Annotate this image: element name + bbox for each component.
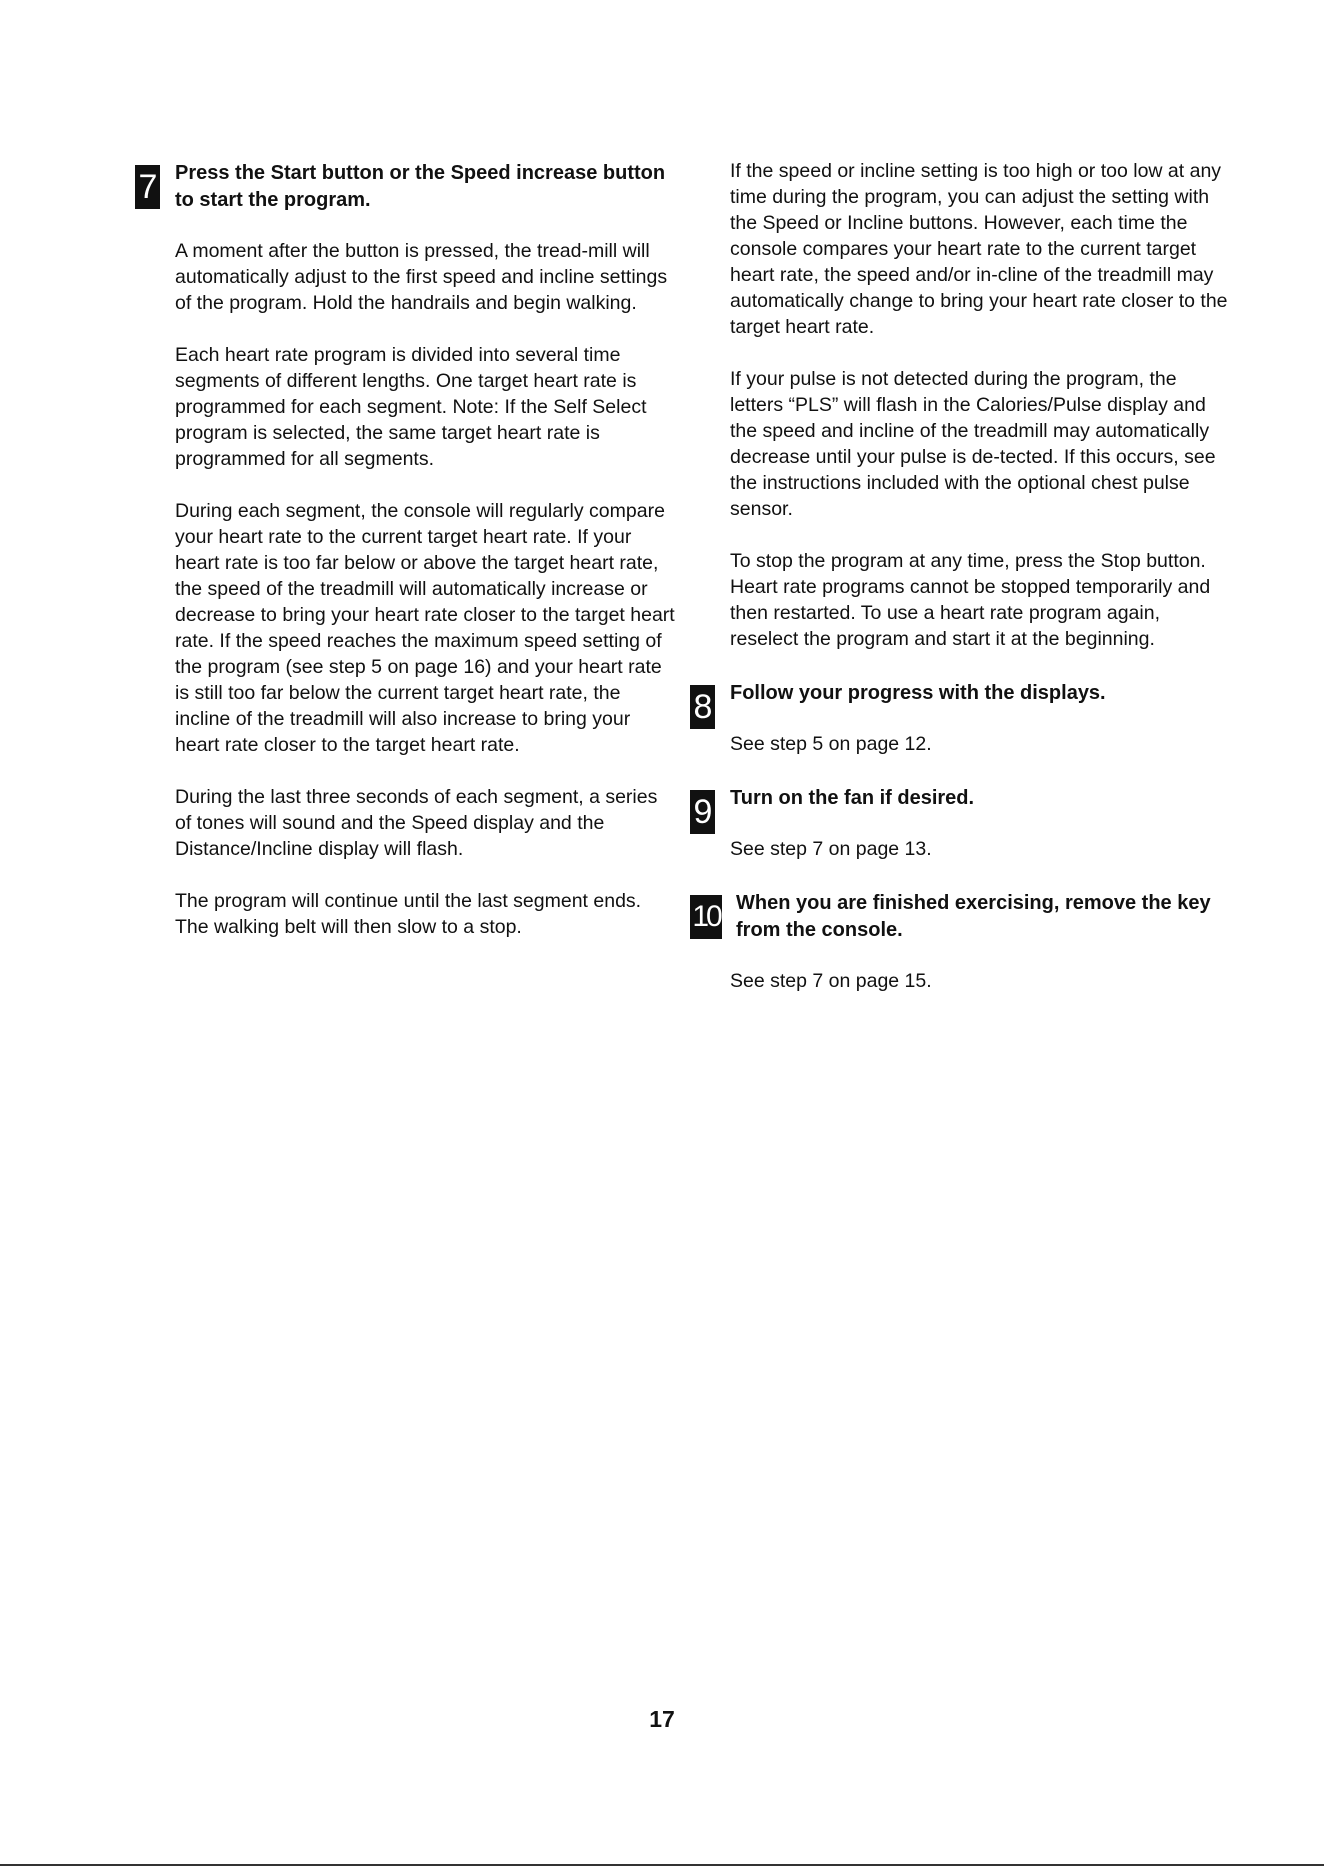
right-paragraph-2: If your pulse is not detected during the program, the letters “PLS” will flash in the Calories/Pulse display and the speed and incline of the treadmill may automatically decrease until your pulse is de-tected. If this occurs, see the instructions included with the optional chest pulse sensor. bbox=[730, 368, 1216, 520]
left-column bbox=[135, 158, 675, 940]
step-7-paragraph-5: The program will continue until the last segment ends. The walking belt will then slow to a stop. bbox=[175, 890, 642, 938]
step-9-title: Turn on the fan if desired. bbox=[730, 787, 975, 809]
step-7-number-badge: 7 bbox=[135, 165, 160, 209]
step-7-paragraph-2: Each heart rate program is divided into several time segments of different lengths. One target heart rate is programmed for each segment. Note: If the Self Select program is selected, the same target heart rate is programmed for all segments. bbox=[175, 344, 647, 470]
step-8-number-badge: 8 bbox=[690, 685, 715, 729]
step-7-paragraph-3: During each segment, the console will regularly compare your heart rate to the current target heart rate. If your heart rate is too far below or above the target heart rate, the speed of the treadmill will automatically increase or decrease to bring your heart rate closer to the target heart rate. If the speed reaches the maximum speed setting of the program (see step 5 on page 16) and your heart rate is still too far below the current target heart rate, the incline of the treadmill will also increase to bring your heart rate closer to the target heart rate. bbox=[175, 500, 675, 756]
right-paragraph-1: If the speed or incline setting is too high or too low at any time during the program, you can adjust the setting with the Speed or Incline buttons. However, each time the console compares your heart rate to the current target heart rate, the speed and/or in-cline of the treadmill may automatically change to bring your heart rate closer to the target heart rate. bbox=[730, 160, 1228, 338]
step-9-text: See step 7 on page 13. bbox=[730, 838, 932, 860]
right-column bbox=[690, 158, 1230, 994]
step-7-title: Press the Start button or the Speed increase button to start the program. bbox=[175, 162, 666, 211]
step-10-text: See step 7 on page 15. bbox=[730, 970, 932, 992]
step-7-paragraph-1: A moment after the button is pressed, the tread-mill will automatically adjust to the first speed and incline settings of the program. Hold the handrails and begin walking. bbox=[175, 240, 668, 314]
step-8-text: See step 5 on page 12. bbox=[730, 733, 932, 755]
step-7-paragraph-4: During the last three seconds of each segment, a series of tones will sound and the Speed display and the Distance/Incline display will flash. bbox=[175, 786, 658, 860]
step-7-continued bbox=[690, 158, 1230, 652]
step-9 bbox=[690, 783, 1230, 862]
step-8 bbox=[690, 678, 1230, 757]
step-10-title: When you are finished exercising, remove the key from the console. bbox=[736, 892, 1211, 941]
step-10-number-badge: 10 bbox=[690, 895, 722, 939]
step-9-number-badge: 9 bbox=[690, 790, 715, 834]
step-7 bbox=[135, 158, 675, 214]
step-10 bbox=[690, 888, 1230, 994]
page-number: 17 bbox=[649, 1706, 675, 1732]
step-7-body bbox=[135, 238, 675, 940]
step-8-title: Follow your progress with the displays. bbox=[730, 682, 1106, 704]
bottom-rule bbox=[0, 1864, 1324, 1866]
right-paragraph-3: To stop the program at any time, press the Stop button. Heart rate programs cannot be stopped temporarily and then restarted. To use a heart rate program again, reselect the program and start it at the beginning. bbox=[730, 550, 1211, 650]
